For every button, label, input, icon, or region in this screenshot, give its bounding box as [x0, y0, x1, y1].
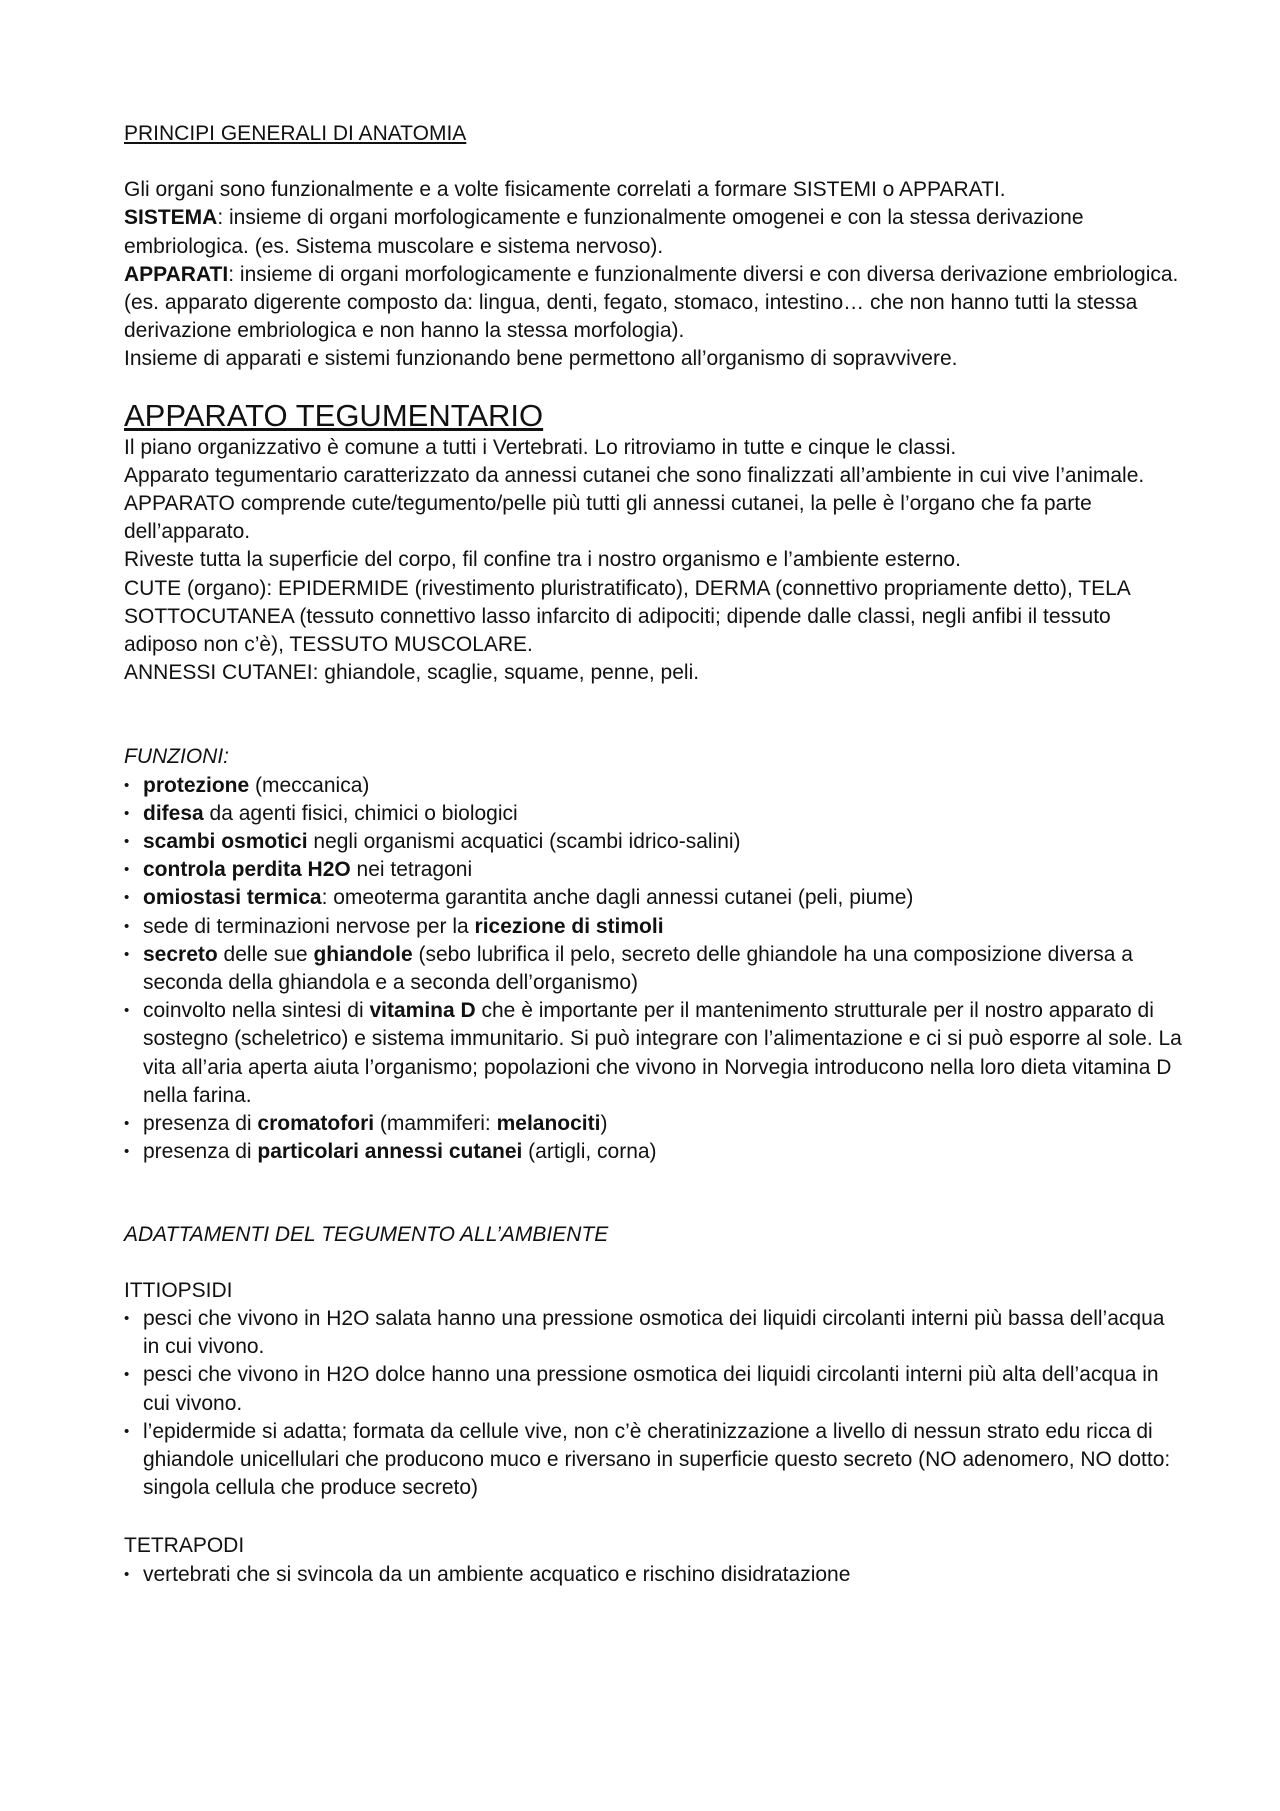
bullet-icon: • [124, 917, 130, 935]
tegumentario-paragraph: Apparato tegumentario caratterizzato da annessi cutanei che sono finalizzati all’ambiente in cui vive l’animale. [124, 463, 1145, 487]
tegumentario-paragraph: CUTE (organo): EPIDERMIDE (rivestimento pluristratificato), DERMA (connettivo propriamente detto), TELA SOTTOCUTANEA (tessuto connettivo lasso infarcito di adipociti; dipende dalle classi, negli anfibi il tessuto adiposo non c’è), TESSUTO MUSCOLARE. [124, 576, 1130, 657]
tegumentario-paragraph: Riveste tutta la superficie del corpo, fil confine tra i nostro organismo e l’ambiente esterno. [124, 548, 961, 572]
sistema-definition [124, 204, 1184, 260]
bold-term: difesa [143, 801, 204, 825]
item-text: (artigli, corna) [522, 1140, 657, 1164]
tegumentario-heading: APPARATO TEGUMENTARIO [124, 397, 544, 433]
list-item [124, 800, 1184, 828]
funzioni-colon: : [223, 745, 229, 769]
bullet-icon: • [124, 1366, 130, 1384]
item-text: vertebrati che si svincola da un ambiente acquatico e rischino disidratazione [143, 1562, 851, 1586]
item-text: (sebo lubrifica il pelo, secreto delle ghiandole ha una composizione diversa a seconda della ghiandola e a seconda dell’organismo) [143, 942, 1133, 995]
ittiopsidi-heading: ITTIOPSIDI [124, 1278, 233, 1302]
bullet-icon: • [124, 776, 130, 794]
bold-term: ricezione di stimoli [474, 914, 664, 938]
ittiopsidi-list [124, 1305, 1184, 1502]
item-text: pesci che vivono in H2O salata hanno una pressione osmotica dei liquidi circolanti interni più bassa dell’acqua in cui vivono. [143, 1306, 1165, 1359]
principi-heading: PRINCIPI GENERALI DI ANATOMIA [124, 122, 467, 145]
tegumentario-paragraph: APPARATO comprende cute/tegumento/pelle più tutti gli annessi cutanei, la pelle è l’organo che fa parte dell’apparato. [124, 492, 1092, 544]
item-text: che è importante per il mantenimento strutturale per il nostro apparato di sostegno (scheletrico) e sistema immunitario. Si può integrare con l’alimentazione e ci si può esporre al sole. La vita all’aria aperta aiuta l’organismo; popolazioni che vivono in Norvegia introducono nella loro dieta vitamina D nella farina. [143, 999, 1182, 1107]
item-text: presenza di [143, 1140, 258, 1164]
list-item [124, 856, 1184, 884]
list-item [124, 1561, 1184, 1589]
item-text: sede di terminazioni nervose per la [143, 914, 475, 938]
apparati-term: APPARATI [124, 262, 229, 286]
tegumentario-paragraph: Il piano organizzativo è comune a tutti i Vertebrati. Lo ritroviamo in tutte e cinque le classi. [124, 435, 957, 459]
item-text: delle sue [217, 942, 314, 966]
item-text: ) [600, 1112, 608, 1136]
item-text: da agenti fisici, chimici o biologici [203, 801, 518, 825]
item-text: (meccanica) [249, 773, 370, 797]
list-item [124, 1138, 1184, 1166]
sistema-def-text: : insieme di organi morfologicamente e funzionalmente omogenei e con la stessa derivazione embriologica. (es. Sistema muscolare e sistema nervoso). [124, 206, 1084, 258]
bullet-icon: • [124, 889, 130, 907]
bold-term: protezione [143, 773, 250, 797]
list-item [124, 1361, 1184, 1417]
bullet-icon: • [124, 1002, 130, 1020]
bold-term: cromatofori [257, 1112, 375, 1136]
document-page [124, 120, 1184, 1589]
tetrapodi-list [124, 1561, 1184, 1589]
principi-intro: Gli organi sono funzionalmente e a volte fisicamente correlati a formare SISTEMI o APPARATI. [124, 178, 1006, 202]
tetrapodi-heading: TETRAPODI [124, 1534, 245, 1558]
bullet-icon: • [124, 833, 130, 851]
bullet-icon: • [124, 1115, 130, 1133]
bullet-icon: • [124, 861, 130, 879]
bold-term: vitamina D [369, 999, 476, 1023]
list-item [124, 828, 1184, 856]
funzioni-heading [124, 743, 1184, 771]
item-text: presenza di [143, 1112, 258, 1136]
list-item [124, 1418, 1184, 1503]
item-text: (mammiferi: [374, 1112, 497, 1136]
bold-term: controla perdita H2O [143, 858, 351, 882]
adattamenti-heading: ADATTAMENTI DEL TEGUMENTO ALL’AMBIENTE [124, 1222, 609, 1246]
list-item [124, 913, 1184, 941]
bold-term: secreto [143, 942, 218, 966]
item-text: : omeoterma garantita anche dagli annessi cutanei (peli, piume) [321, 886, 914, 910]
bold-term: ghiandole [313, 942, 413, 966]
funzioni-list [124, 772, 1184, 1167]
list-item [124, 1110, 1184, 1138]
item-text: l’epidermide si adatta; formata da cellule vive, non c’è cheratinizzazione a livello di nessun strato edu ricca di ghiandole unicellulari che producono muco e riversano in superficie questo secreto (NO adenomero, NO dotto: singola cellula che produce secreto) [143, 1419, 1171, 1500]
apparati-definition [124, 261, 1184, 346]
bold-term: melanociti [496, 1112, 601, 1136]
list-item [124, 997, 1184, 1110]
bullet-icon: • [124, 804, 130, 822]
sistema-term: SISTEMA [124, 206, 218, 230]
bullet-icon: • [124, 1422, 130, 1440]
item-text: negli organismi acquatici (scambi idrico-salini) [307, 830, 741, 854]
bullet-icon: • [124, 1143, 130, 1161]
list-item [124, 772, 1184, 800]
list-item [124, 1305, 1184, 1361]
bullet-icon: • [124, 1565, 130, 1583]
tegumentario-paragraph: ANNESSI CUTANEI: ghiandole, scaglie, squame, penne, peli. [124, 661, 700, 685]
bold-term: omiostasi termica [143, 886, 322, 910]
principi-closing: Insieme di apparati e sistemi funzionando bene permettono all’organismo di sopravvivere. [124, 347, 958, 371]
item-text: nei tetragoni [350, 858, 473, 882]
item-text: pesci che vivono in H2O dolce hanno una pressione osmotica dei liquidi circolanti interni più alta dell’acqua in cui vivono. [143, 1363, 1159, 1415]
list-item [124, 941, 1184, 997]
bullet-icon: • [124, 945, 130, 963]
apparati-def-text: : insieme di organi morfologicamente e funzionalmente diversi e con diversa derivazione embriologica. (es. apparato digerente composto da: lingua, denti, fegato, stomaco, intestino… che non hanno tutti la stessa derivazione embriologica e non hanno la stessa morfologia). [124, 262, 1179, 343]
bold-term: particolari annessi cutanei [257, 1140, 523, 1164]
bold-term: scambi osmotici [143, 830, 308, 854]
funzioni-title: FUNZIONI [124, 745, 224, 769]
item-text: coinvolto nella sintesi di [143, 999, 370, 1023]
list-item [124, 884, 1184, 912]
bullet-icon: • [124, 1309, 130, 1327]
